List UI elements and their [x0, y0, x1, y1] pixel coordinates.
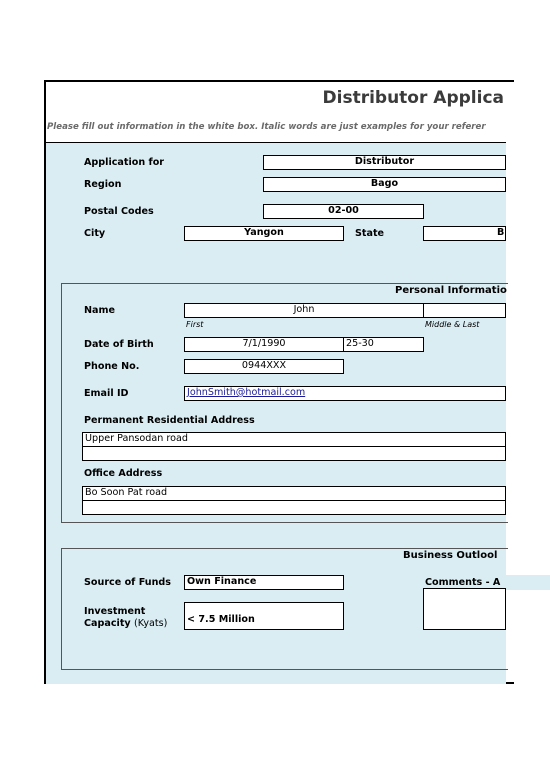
city-label: City — [84, 228, 106, 239]
source-of-funds-field[interactable]: Own Finance — [184, 575, 344, 590]
instructions: Please fill out information in the white box. Italic words are just examples for your referer — [47, 122, 486, 132]
investment-capacity-field[interactable]: < 7.5 Million — [184, 602, 344, 630]
state-field[interactable]: B — [423, 226, 506, 241]
permanent-address-line-2[interactable] — [82, 446, 506, 461]
office-address-label: Office Address — [84, 468, 163, 479]
form-title: Distributor Applica — [322, 88, 504, 108]
email-link[interactable]: JohnSmith@hotmail.com — [187, 387, 306, 398]
permanent-address-label: Permanent Residential Address — [84, 415, 255, 426]
office-address-line-2[interactable] — [82, 500, 506, 515]
application-for-field[interactable]: Distributor — [263, 155, 506, 170]
investment-label-capacity: Capacity — [84, 618, 131, 629]
source-of-funds-label: Source of Funds — [84, 577, 172, 588]
first-name-field[interactable]: John — [184, 303, 424, 318]
dob-label: Date of Birth — [84, 339, 154, 350]
header-divider — [46, 142, 506, 143]
state-label: State — [355, 228, 385, 239]
application-for-label: Application for — [84, 157, 165, 168]
postal-codes-field[interactable]: 02-00 — [263, 204, 424, 219]
region-label: Region — [84, 179, 122, 190]
phone-label: Phone No. — [84, 361, 140, 372]
investment-label-line-2 — [84, 618, 167, 629]
business-outlook-heading: Business Outlool — [403, 550, 498, 561]
permanent-address-line-1[interactable]: Upper Pansodan road — [82, 432, 506, 447]
first-caption: First — [186, 320, 204, 329]
postal-codes-label: Postal Codes — [84, 206, 154, 217]
dob-field[interactable]: 7/1/1990 — [184, 337, 344, 352]
city-field[interactable]: Yangon — [184, 226, 344, 241]
region-field[interactable]: Bago — [263, 177, 506, 192]
investment-unit: (Kyats) — [134, 618, 168, 629]
middle-last-caption: Middle & Last — [425, 320, 480, 329]
name-label: Name — [84, 305, 116, 316]
personal-info-heading: Personal Informatio — [395, 285, 507, 296]
comments-label: Comments - A — [425, 577, 501, 588]
investment-label-line-1: Investment — [84, 606, 146, 617]
age-range-field[interactable]: 25-30 — [343, 337, 424, 352]
phone-field[interactable]: 0944XXX — [184, 359, 344, 374]
middle-last-name-field[interactable] — [423, 303, 506, 318]
email-label: Email ID — [84, 388, 129, 399]
comments-label-fill — [506, 575, 550, 590]
office-address-line-1[interactable]: Bo Soon Pat road — [82, 486, 506, 501]
email-field[interactable] — [184, 386, 506, 401]
comments-field[interactable] — [423, 588, 506, 630]
